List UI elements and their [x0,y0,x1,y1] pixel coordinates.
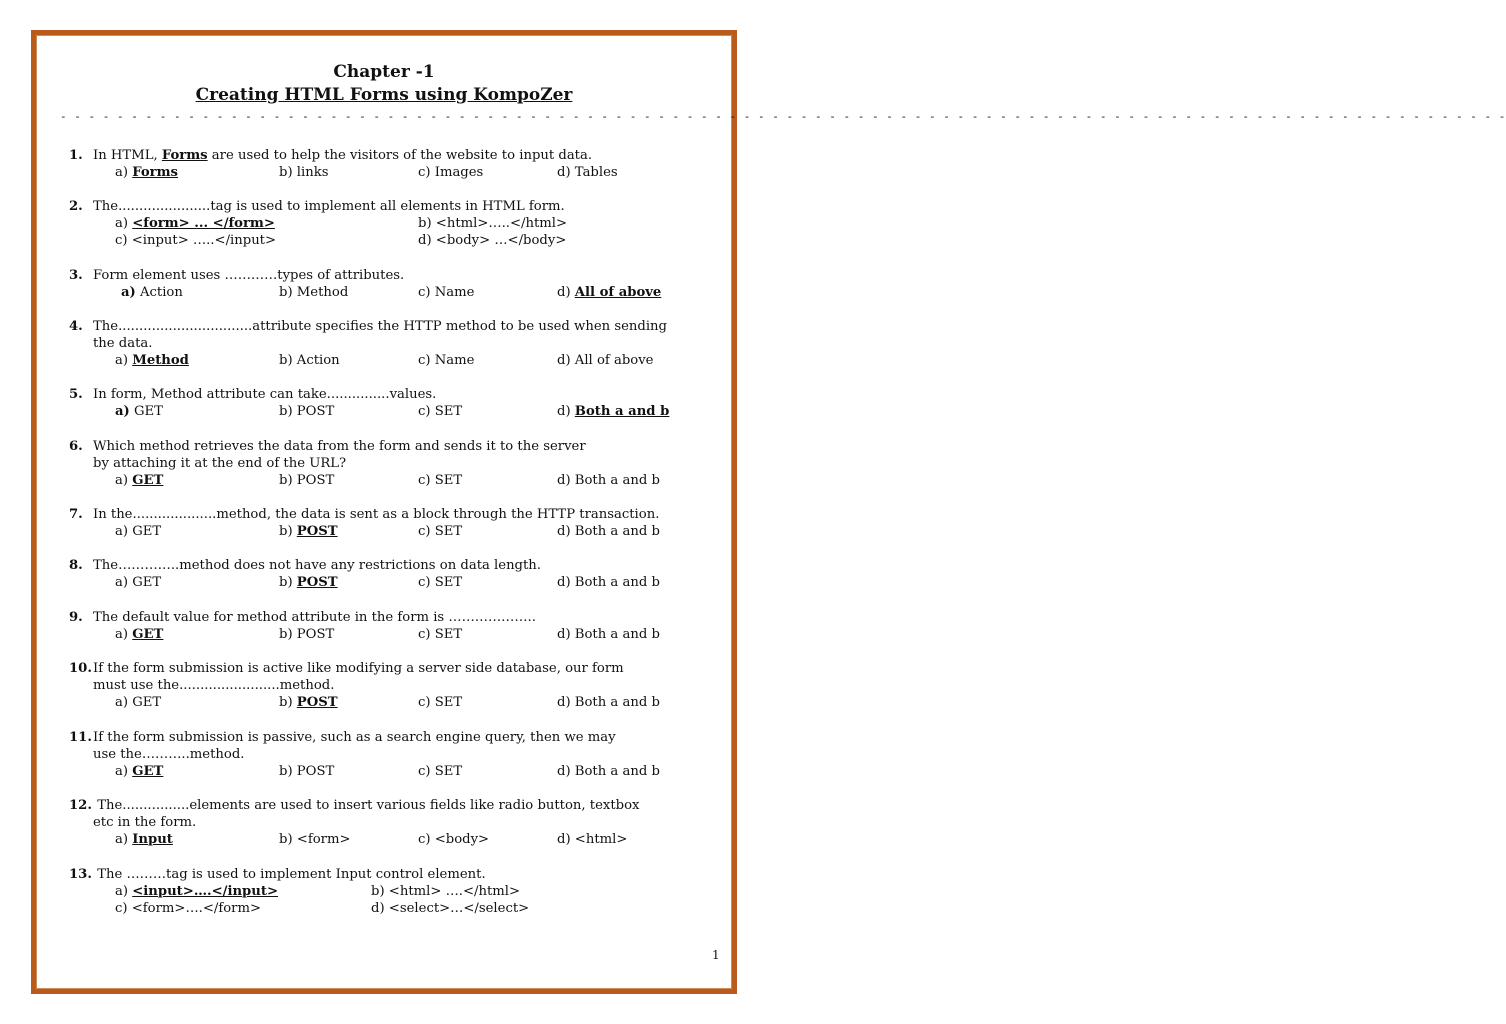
option-c: c) Images [418,165,484,180]
options-row [69,626,729,643]
chapter-title: Creating HTML Forms using KompoZer [195,85,573,105]
option-b: b) POST [279,764,335,779]
option-c: c) SET [418,404,463,419]
option-d: d) Both a and b [557,764,660,779]
question-text: are used to help the visitors of the website to input data. [207,148,593,163]
options-row [69,472,729,489]
question-4 [69,318,729,369]
question-number: 10. [69,661,92,676]
options-row [69,232,729,249]
option-c: c) SET [418,627,463,642]
question-text: In form, Method attribute can take...............values. [93,387,437,402]
question-number: 7. [69,507,83,522]
option-a: a) GET [115,524,162,539]
question-text-cont: etc in the form. [93,815,197,830]
option-b: b) Method [279,285,349,300]
options-row [69,883,729,900]
options-row [69,523,729,540]
option-d: d) Both a and b [557,524,660,539]
question-text: Form element uses …………types of attributes. [93,268,405,283]
options-row [69,352,729,369]
option-c: c) SET [418,473,463,488]
option-a: a) GET [115,575,162,590]
option-a: a) <input>….</input> [115,884,279,899]
option-d: d) Both a and b [557,695,660,710]
question-text: In HTML, [93,148,162,163]
question-number: 8. [69,558,83,573]
question-number: 11. [69,730,92,745]
divider-line: - - - - - - - - - - - - - - - - - - - - - - - - - - - - - - - - - - - - - - - - - - - - - - - - - - - - - - - - - - - - - - - - - - - - - - - - - - - - - - - - - - - - - - - - - - - - - - - - - - - - - - [60,110,1506,123]
question-text-cont: use the………..method. [93,747,245,762]
option-d: d) All of above [557,353,654,368]
question-text: The................elements are used to insert various fields like radio button, textbox [93,798,640,813]
option-a: a) Method [115,353,189,368]
question-5 [69,386,729,420]
option-b: b) POST [279,524,338,539]
options-row [69,215,729,232]
question-9 [69,609,729,643]
page-number: 1 [712,948,720,962]
question-keyword: Forms [161,148,208,163]
option-b: b) <html>…..</html> [418,216,568,231]
option-d: d) Tables [557,165,618,180]
question-8 [69,557,729,591]
option-a: a) GET [115,764,164,779]
question-3 [69,267,729,301]
option-b: b) POST [279,575,338,590]
question-text: The ………tag is used to implement Input control element. [93,867,486,882]
question-text: Which method retrieves the data from the form and sends it to the server [93,439,586,454]
question-number: 3. [69,268,83,283]
options-row [69,831,729,848]
option-a: a) GET [115,404,163,419]
options-row [69,694,729,711]
option-c: c) <body> [418,832,490,847]
question-13 [69,866,729,917]
question-text: The default value for method attribute in the form is ……………….. [93,610,536,625]
question-text: The…………..method does not have any restrictions on data length. [93,558,541,573]
option-d: d) Both a and b [557,404,670,419]
option-b: b) <form> [279,832,351,847]
option-a: a) GET [115,473,164,488]
question-12 [69,797,729,848]
question-text-cont: by attaching it at the end of the URL? [93,456,347,471]
option-c: c) SET [418,575,463,590]
options-row [69,284,729,301]
options-row [69,403,729,420]
option-d: d) Both a and b [557,473,660,488]
question-number: 4. [69,319,83,334]
question-1 [69,147,729,181]
options-row [69,574,729,591]
option-c: c) <form>….</form> [115,901,262,916]
option-c: c) <input> …..</input> [115,233,277,248]
option-a: a) Forms [115,165,178,180]
question-text: If the form submission is passive, such as a search engine query, then we may [93,730,616,745]
option-c: c) Name [418,285,475,300]
option-b: b) <html> ….</html> [371,884,521,899]
question-number: 12. [69,798,92,813]
question-2 [69,198,729,249]
question-text-cont: must use the........................method. [93,678,335,693]
option-b: b) POST [279,627,335,642]
option-d: d) <html> [557,832,628,847]
option-d: d) Both a and b [557,575,660,590]
option-d: d) Both a and b [557,627,660,642]
question-text: In the....................method, the data is sent as a block through the HTTP transaction. [93,507,660,522]
question-number: 5. [69,387,83,402]
option-b: b) POST [279,404,335,419]
question-10 [69,660,729,711]
option-a: a) <form> ... </form> [115,216,275,231]
question-11 [69,729,729,780]
question-text: The................................attribute specifies the HTTP method to be used when sending [93,319,667,334]
question-text-cont: the data. [93,336,153,351]
question-number: 2. [69,199,83,214]
options-row [69,164,729,181]
option-a: a) Action [121,285,183,300]
option-b: b) Action [279,353,340,368]
option-a: a) Input [115,832,173,847]
option-d: d) <body> …</body> [418,233,567,248]
option-c: c) SET [418,524,463,539]
question-number: 6. [69,439,83,454]
option-d: d) All of above [557,285,662,300]
option-b: b) POST [279,473,335,488]
option-b: b) POST [279,695,338,710]
option-b: b) links [279,165,329,180]
question-number: 1. [69,148,83,163]
option-c: c) Name [418,353,475,368]
question-6 [69,438,729,489]
options-row [69,900,729,917]
chapter-heading: Chapter -1 [333,62,435,82]
option-d: d) <select>…</select> [371,901,530,916]
options-row [69,763,729,780]
question-text: The......................tag is used to implement all elements in HTML form. [93,199,565,214]
question-text: If the form submission is active like modifying a server side database, our form [93,661,624,676]
question-7 [69,506,729,540]
option-c: c) SET [418,764,463,779]
option-a: a) GET [115,695,162,710]
option-a: a) GET [115,627,164,642]
question-number: 13. [69,867,92,882]
option-c: c) SET [418,695,463,710]
question-number: 9. [69,610,83,625]
